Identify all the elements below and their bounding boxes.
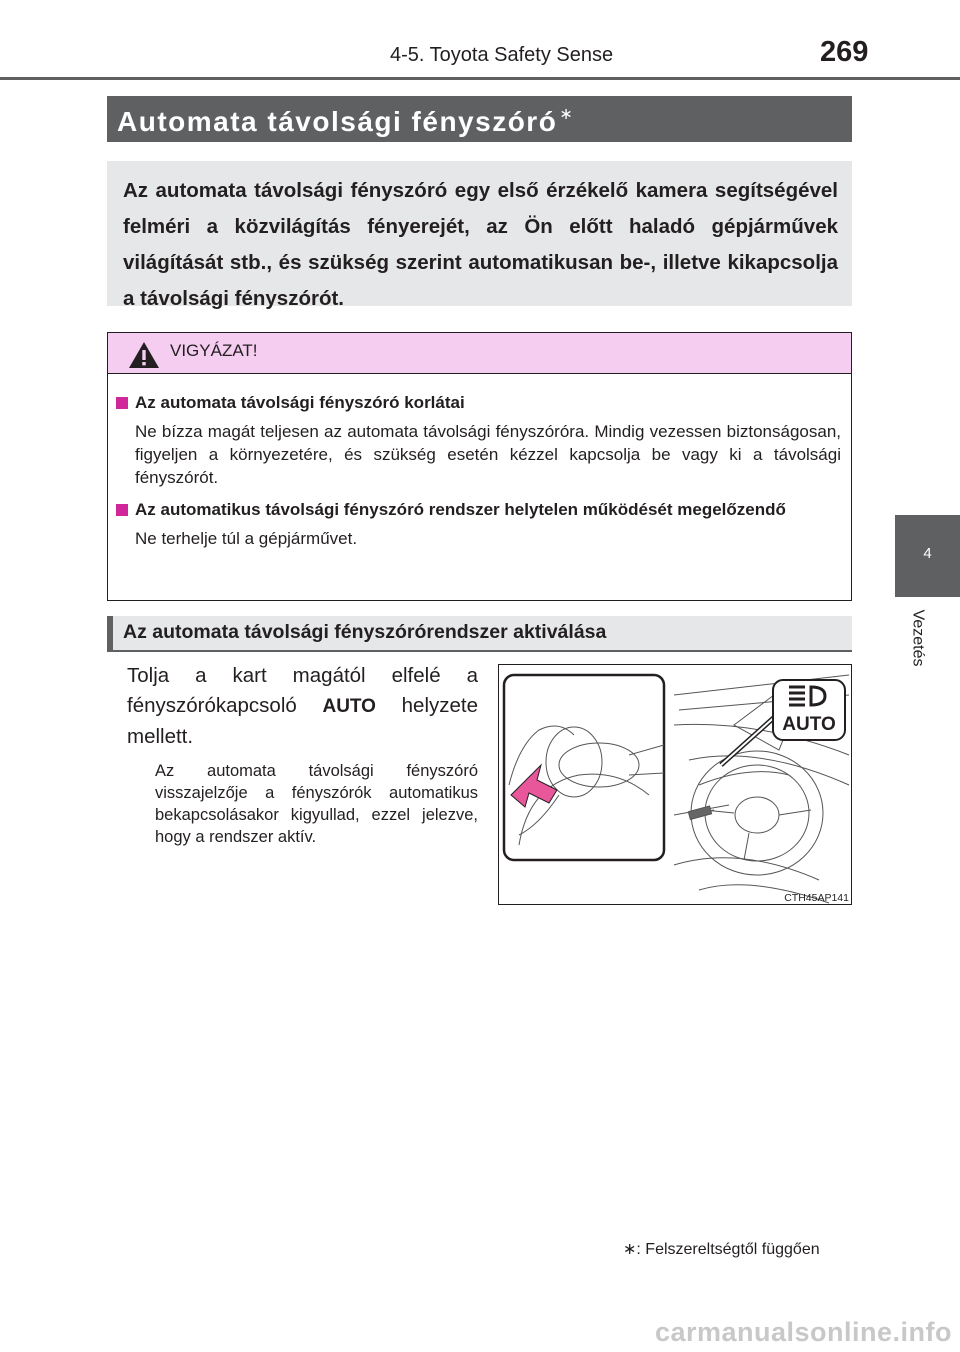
caution-item-title: Az automata távolsági fényszóró korlátai xyxy=(135,393,465,412)
instruction-part: helyzete mellett. xyxy=(127,694,478,748)
instruction-part: Tolja a kart magától elfelé a fényszórókapcsoló xyxy=(127,664,478,717)
caution-item-text: Ne terhelje túl a gépjárművet. xyxy=(135,529,358,548)
caution-item xyxy=(116,392,841,414)
chapter-tab: 4 xyxy=(895,515,960,597)
footnote xyxy=(623,1239,820,1259)
chapter-label-text: Vezetés xyxy=(909,609,926,667)
caution-item-title: Az automatikus távolsági fényszóró rendszer helytelen működését megelőzendő xyxy=(135,500,786,519)
header-divider xyxy=(0,77,960,80)
page-title-text: Automata távolsági fényszóró xyxy=(117,106,558,137)
caution-box xyxy=(107,332,852,601)
instruction-text xyxy=(127,661,478,752)
footnote-text: : Felszereltségtől függően xyxy=(636,1241,820,1258)
warning-triangle-icon xyxy=(128,341,160,369)
equipment-mark: ∗ xyxy=(559,106,575,123)
watermark: carmanualsonline.info xyxy=(654,1317,952,1347)
caution-item-text: Ne bízza magát teljesen az automata távolsági fényszóróra. Mindig vezessen biztonságosan, figyeljen a környezetére, és szükség esetén kézzel kapcsolja be vagy ki a távolsági fényszórót. xyxy=(135,422,841,487)
instruction-note: Az automata távolsági fényszóró visszajelzője a fényszórók automatikus bekapcsolásakor kigyullad, ezzel jelezve, hogy a rendszer aktív. xyxy=(155,762,478,846)
caution-header xyxy=(108,333,851,374)
caution-body xyxy=(108,374,851,550)
illustration-drawing xyxy=(499,665,852,905)
header-section-title: 4-5. Toyota Safety Sense xyxy=(390,44,614,66)
page-title xyxy=(107,96,852,142)
headlight-switch-illustration xyxy=(498,664,852,905)
intro-box: Az automata távolsági fényszóró egy első érzékelő kamera segítségével felméri a közvilágítás fényerejét, az Ön előtt haladó gépjárművek világítását stb., és szükség szerint automatikusan be-, illetve kikapcsolja a távolsági fényszórót. xyxy=(107,161,852,306)
chapter-label xyxy=(902,598,932,678)
caution-item xyxy=(116,499,841,521)
subsection-title: Az automata távolsági fényszórórendszer aktiválása xyxy=(107,616,852,652)
bullet-square-icon xyxy=(116,397,128,409)
footnote-mark: ∗ xyxy=(623,1241,637,1258)
page-number: 269 xyxy=(820,36,869,68)
figure-code: CTH45AP141 xyxy=(784,892,849,904)
auto-symbol-icon: AUTO xyxy=(322,696,376,717)
caution-label: VIGYÁZAT! xyxy=(170,341,258,360)
bullet-square-icon xyxy=(116,504,128,516)
callout-auto-label: AUTO xyxy=(782,714,836,735)
